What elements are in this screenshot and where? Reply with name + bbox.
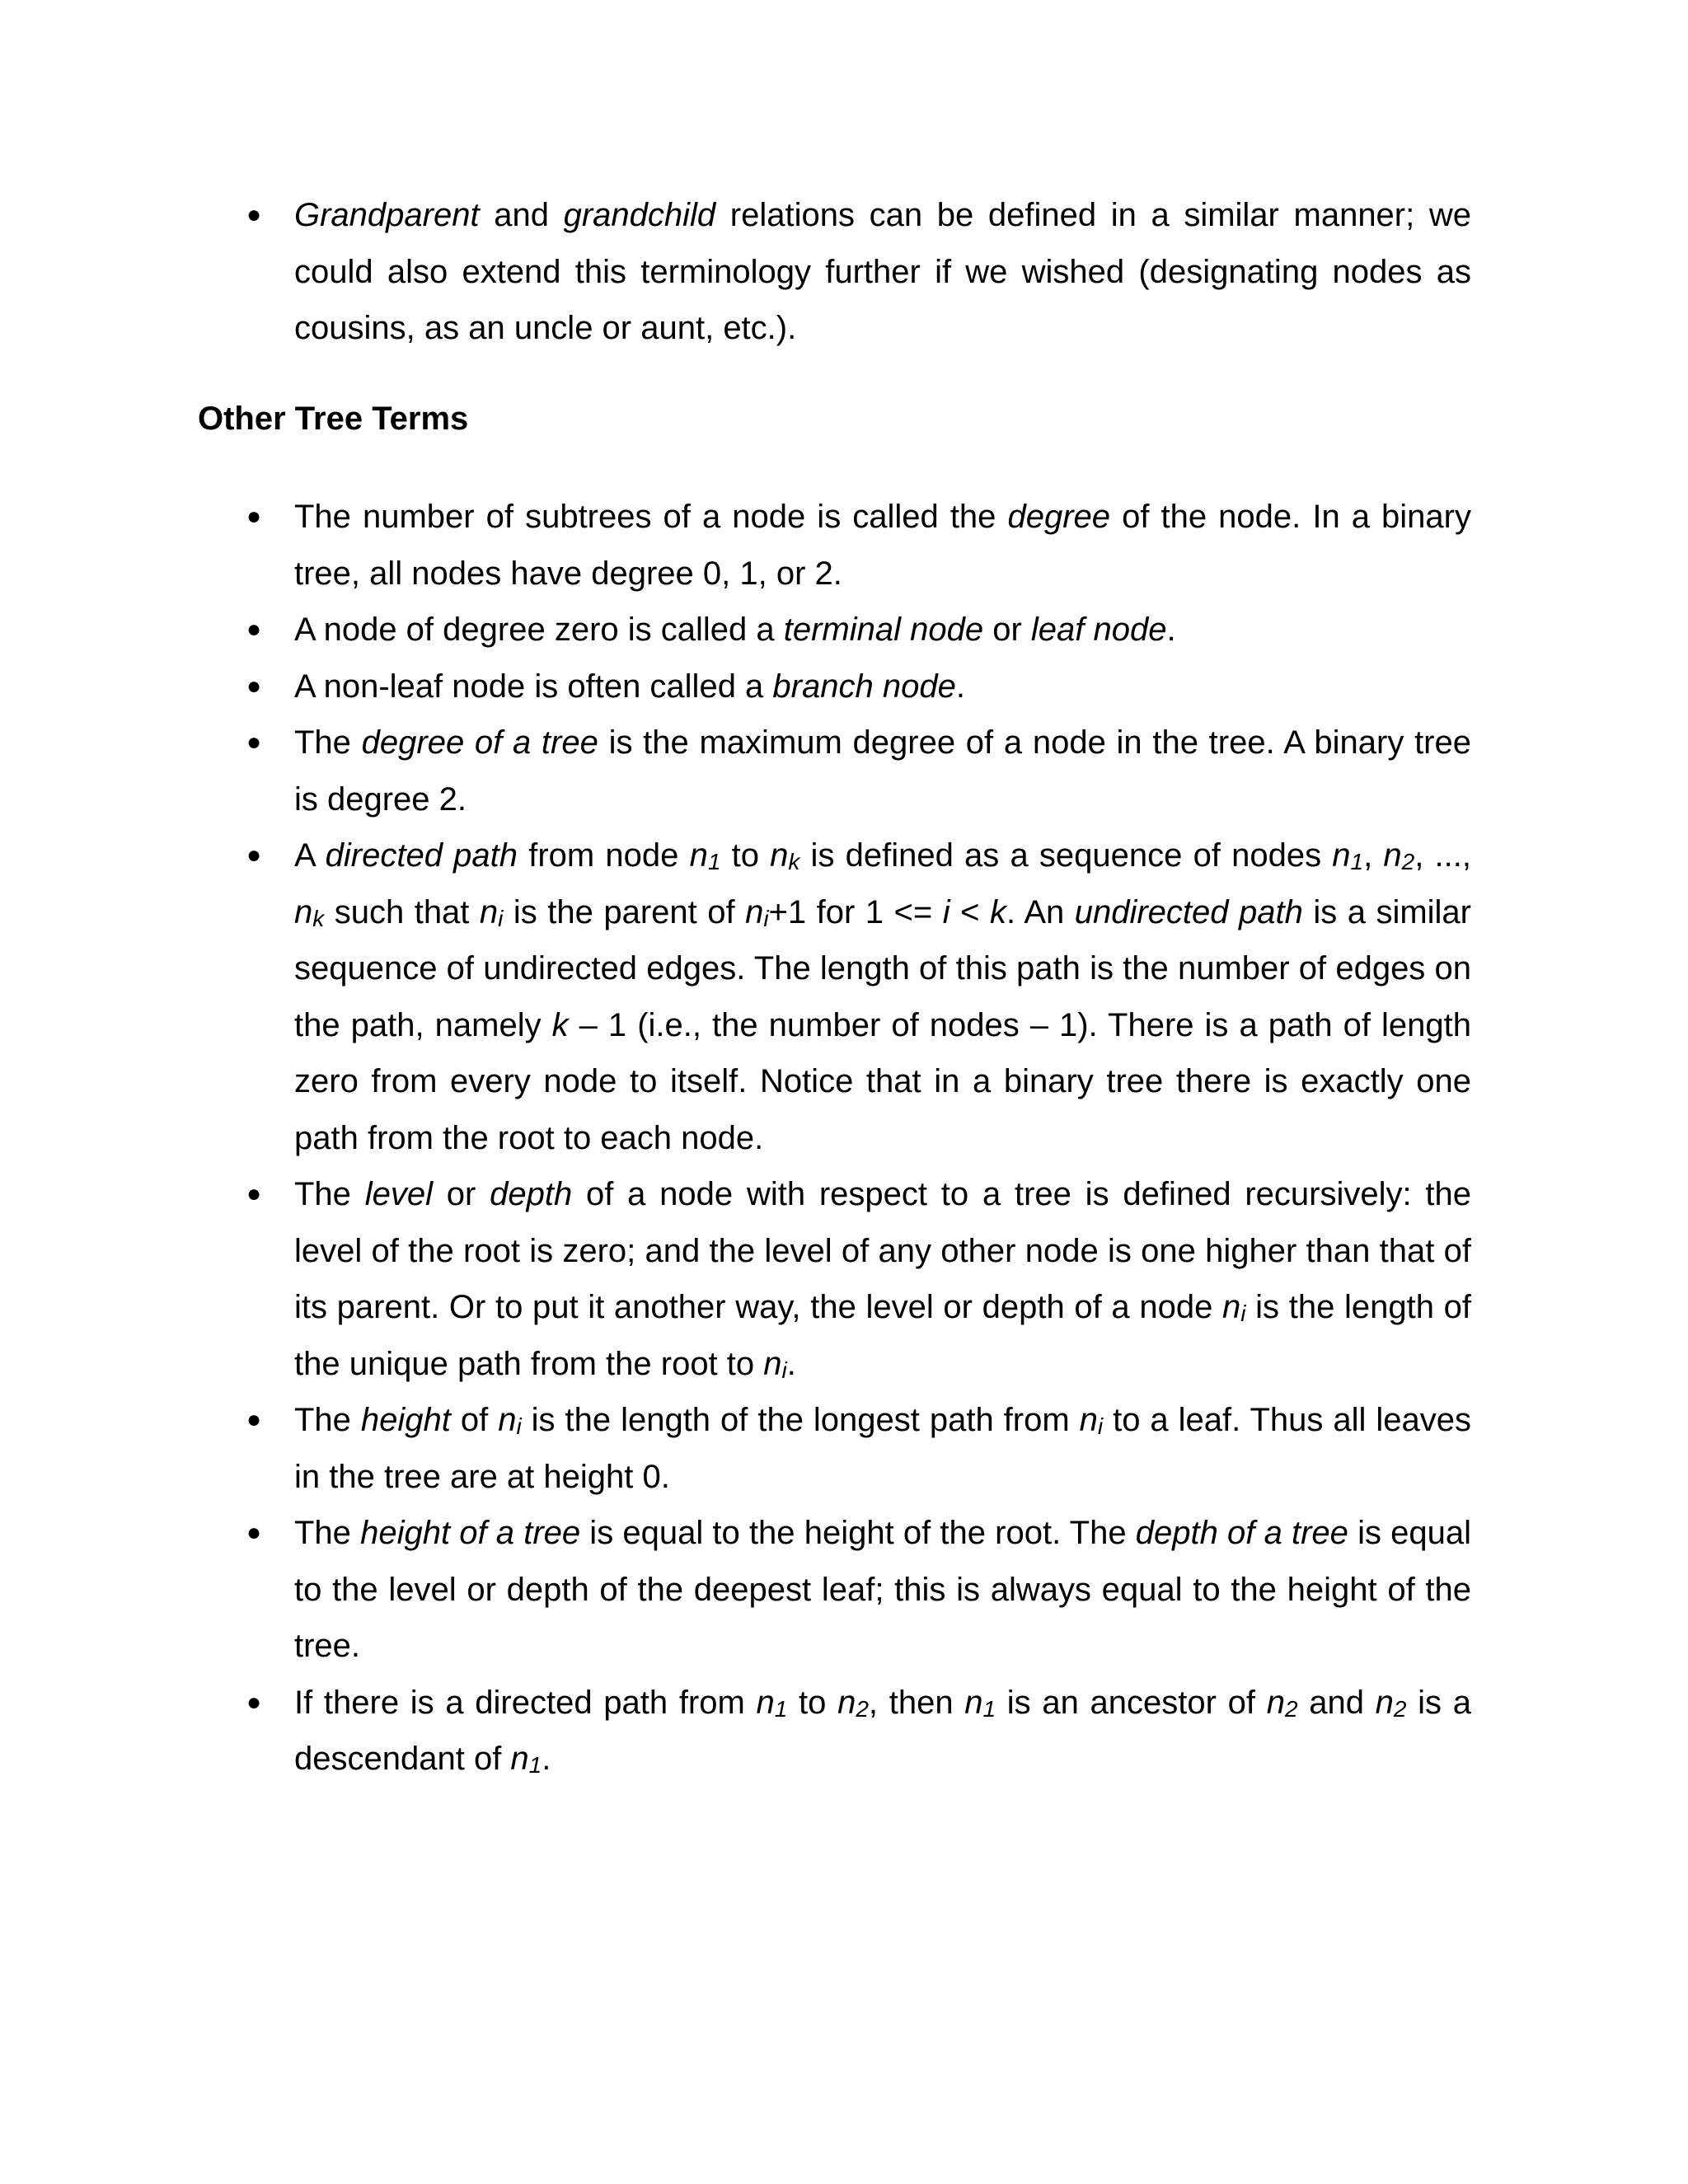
italic-text: depth	[490, 1176, 573, 1212]
body-text: <	[950, 893, 990, 930]
italic-text: Grandparent	[294, 197, 480, 233]
body-text: , then	[868, 1684, 965, 1721]
body-text: of a node with respect to a tree is defined recursively: the level of the root is zero; and the level of any other node is one higher than that of its parent. Or to put it another way, the level or depth of a node	[294, 1176, 1472, 1325]
section-heading: Other Tree Terms	[198, 401, 469, 437]
body-text: The	[294, 1515, 361, 1551]
italic-text: grandchild	[563, 197, 716, 233]
italic-text: n	[745, 893, 764, 930]
italic-text: depth of a tree	[1135, 1515, 1348, 1551]
list-item	[198, 1505, 1471, 1675]
body-text: is a similar sequence of undirected edges. The length of this path is the number of edges on the path, namely	[294, 893, 1471, 1043]
italic-text: n	[294, 893, 313, 930]
subscript-text: 1	[1350, 849, 1364, 875]
italic-text: n	[479, 893, 499, 930]
bullet-icon: ●	[246, 841, 262, 869]
bullet-icon: ●	[246, 616, 262, 643]
body-text: or	[983, 612, 1031, 648]
subscript-text: 2	[1401, 849, 1415, 875]
italic-text: k	[551, 1006, 569, 1043]
bullet-icon: ●	[246, 1519, 262, 1546]
body-text: If there is a directed path from	[294, 1684, 757, 1721]
subscript-text: i	[763, 905, 769, 931]
body-text: The	[294, 1402, 361, 1438]
italic-text: n	[1383, 837, 1402, 874]
list-item	[198, 489, 1471, 602]
body-text: to	[720, 837, 771, 874]
list-item	[198, 827, 1471, 1166]
body-text: such that	[324, 893, 480, 930]
body-text: The	[294, 724, 362, 761]
body-text: is the maximum degree of a node in the tree. A binary tree is degree 2.	[294, 724, 1471, 818]
subscript-text: 2	[1284, 1695, 1298, 1722]
intro-bullet-list	[198, 187, 1471, 357]
body-text: A non-leaf node is often called a	[294, 668, 773, 705]
italic-text: n	[1222, 1289, 1241, 1325]
italic-text: n	[689, 837, 708, 874]
subscript-text: 1	[707, 849, 721, 875]
body-text: is the length of the unique path from the root to	[294, 1289, 1471, 1382]
italic-text: n	[837, 1684, 856, 1721]
subscript-text: 1	[528, 1752, 542, 1779]
italic-text: directed path	[325, 837, 518, 874]
subscript-text: 1	[982, 1695, 996, 1722]
body-text: of the node. In a binary tree, all nodes have degree 0, 1, or 2.	[294, 499, 1471, 592]
bullet-icon: ●	[246, 729, 262, 756]
bullet-icon: ●	[246, 1406, 262, 1433]
italic-text: n	[1375, 1684, 1394, 1721]
subscript-text: i	[498, 905, 504, 931]
italic-text: height of a tree	[360, 1515, 581, 1551]
body-text: is equal to the level or depth of the deepest leaf; this is always equal to the height of the tree.	[294, 1515, 1472, 1664]
list-item	[198, 602, 1471, 658]
body-text: , ...,	[1414, 837, 1472, 874]
italic-text: n	[964, 1684, 983, 1721]
body-text: .	[542, 1741, 551, 1777]
bullet-icon: ●	[246, 201, 262, 228]
body-text: of	[450, 1402, 499, 1438]
body-text: to a leaf. Thus all leaves in the tree are at height 0.	[294, 1402, 1471, 1495]
body-text: is equal to the height of the root. The	[580, 1515, 1136, 1551]
subscript-text: 1	[774, 1695, 788, 1722]
body-text: The	[294, 1176, 365, 1212]
body-text: is defined as a sequence of nodes	[799, 837, 1333, 874]
italic-text: height	[360, 1402, 451, 1438]
italic-text: level	[364, 1176, 433, 1212]
italic-text: k	[989, 893, 1006, 930]
body-text: +1 for 1 <=	[768, 893, 943, 930]
body-text: relations can be defined in a similar manner; we could also extend this terminology further if we wished (designating nodes as cousins, as an uncle or aunt, etc.).	[294, 197, 1471, 346]
italic-text: n	[510, 1741, 529, 1777]
subscript-text: i	[1240, 1301, 1246, 1327]
body-text: A	[294, 837, 326, 874]
list-item	[198, 1392, 1471, 1505]
body-text: .	[786, 1345, 796, 1382]
italic-text: degree	[1007, 499, 1111, 535]
italic-text: degree of a tree	[361, 724, 598, 761]
italic-text: undirected path	[1074, 893, 1303, 930]
body-text: is the length of the longest path from	[521, 1402, 1080, 1438]
body-text: from node	[518, 837, 690, 874]
italic-text: n	[763, 1345, 782, 1382]
body-text: and	[1297, 1684, 1376, 1721]
terms-bullet-list	[198, 489, 1471, 1788]
subscript-text: k	[788, 849, 800, 875]
body-text: .	[955, 668, 965, 705]
bullet-icon: ●	[246, 1688, 262, 1716]
body-text: .	[1166, 612, 1176, 648]
italic-text: i	[942, 893, 950, 930]
bullet-icon: ●	[246, 1180, 262, 1207]
list-item	[198, 658, 1471, 715]
subscript-text: k	[312, 905, 325, 931]
list-item	[198, 187, 1471, 357]
body-text: ,	[1363, 837, 1384, 874]
bullet-icon: ●	[246, 672, 262, 700]
italic-text: n	[756, 1684, 775, 1721]
body-text: A node of degree zero is called a	[294, 612, 784, 648]
body-text: The number of subtrees of a node is called the	[294, 499, 1008, 535]
body-text: is an ancestor of	[996, 1684, 1267, 1721]
body-text: – 1 (i.e., the number of nodes – 1). There is a path of length zero from every node to itself. Notice that in a binary tree there is exactly one path from the root to each node.	[294, 1006, 1471, 1156]
body-text: to	[787, 1684, 838, 1721]
bullet-icon: ●	[246, 503, 262, 530]
italic-text: terminal node	[783, 612, 984, 648]
body-text: is the parent of	[503, 893, 746, 930]
body-text: is a descendant of	[294, 1684, 1471, 1777]
italic-text: n	[1266, 1684, 1285, 1721]
subscript-text: 2	[1393, 1695, 1407, 1722]
italic-text: n	[498, 1402, 517, 1438]
body-text: and	[479, 197, 564, 233]
italic-text: n	[1079, 1402, 1098, 1438]
subscript-text: i	[781, 1357, 787, 1383]
italic-text: branch node	[772, 668, 956, 705]
italic-text: leaf node	[1030, 612, 1167, 648]
italic-text: n	[1332, 837, 1351, 874]
list-item	[198, 715, 1471, 827]
subscript-text: 2	[856, 1695, 869, 1722]
subscript-text: i	[1097, 1413, 1104, 1440]
subscript-text: i	[516, 1413, 522, 1440]
italic-text: n	[770, 837, 789, 874]
body-text: or	[432, 1176, 490, 1212]
body-text: . An	[1006, 893, 1075, 930]
list-item	[198, 1675, 1471, 1788]
list-item	[198, 1166, 1471, 1392]
